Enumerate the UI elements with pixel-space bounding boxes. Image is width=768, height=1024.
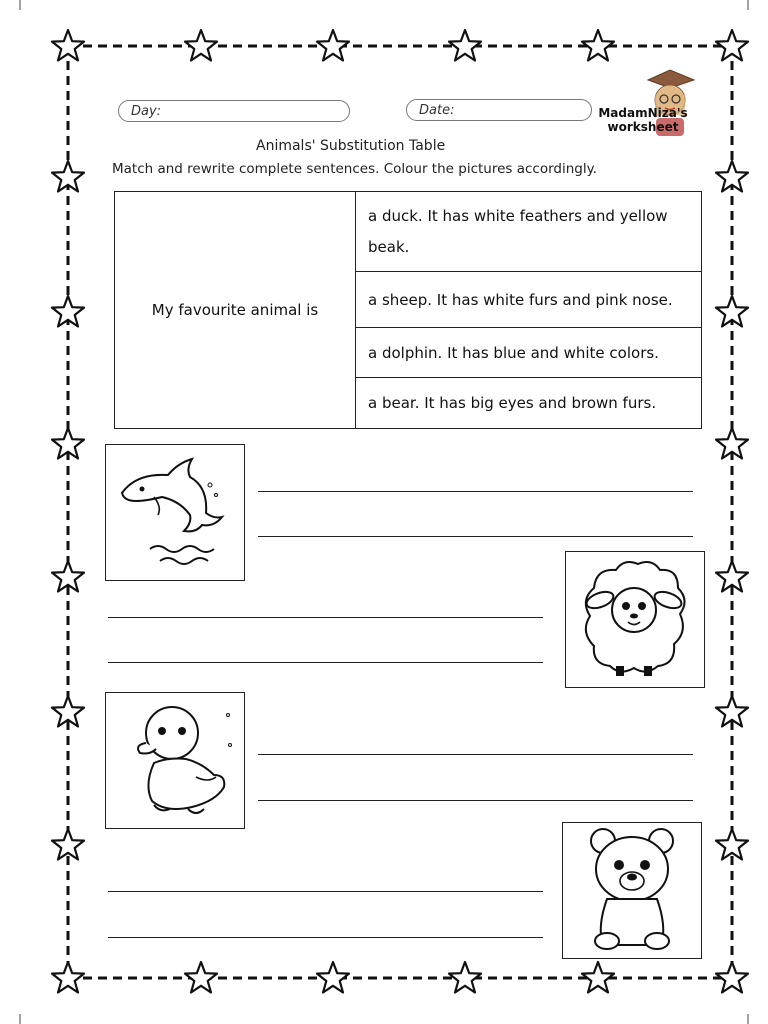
option-sheep: a sheep. It has white furs and pink nose. xyxy=(368,290,673,309)
date-label: Date: xyxy=(419,103,455,118)
writing-line[interactable] xyxy=(108,891,543,892)
table-option xyxy=(356,378,702,429)
writing-line[interactable] xyxy=(258,800,693,801)
substitution-table xyxy=(114,191,702,429)
table-option xyxy=(356,192,702,272)
table-subject-cell xyxy=(115,192,356,429)
duck-icon xyxy=(106,693,243,827)
page-title: Animals' Substitution Table xyxy=(256,138,446,154)
writing-line[interactable] xyxy=(258,491,693,492)
writing-line[interactable] xyxy=(108,617,543,618)
writing-line[interactable] xyxy=(258,536,693,537)
date-field[interactable] xyxy=(406,99,592,121)
table-option xyxy=(356,328,702,378)
sheep-picture xyxy=(565,551,705,688)
dolphin-picture xyxy=(105,444,245,581)
writing-line[interactable] xyxy=(258,754,693,755)
logo-line-2: worksheet xyxy=(607,120,679,134)
logo-text xyxy=(588,106,698,134)
dolphin-icon xyxy=(106,445,243,579)
option-duck: a duck. It has white feathers and yellow beak. xyxy=(368,206,668,256)
day-field[interactable] xyxy=(118,100,350,122)
logo-line-1: MadamNiza's xyxy=(598,106,688,120)
writing-line[interactable] xyxy=(108,662,543,663)
writing-line[interactable] xyxy=(108,937,543,938)
option-dolphin: a dolphin. It has blue and white colors. xyxy=(368,343,659,362)
table-subject: My favourite animal is xyxy=(151,301,319,319)
bear-icon xyxy=(563,823,700,957)
day-label: Day: xyxy=(131,104,162,119)
instructions: Match and rewrite complete sentences. Colour the pictures accordingly. xyxy=(112,161,597,177)
duck-picture xyxy=(105,692,245,829)
sheep-icon xyxy=(566,552,703,686)
bear-picture xyxy=(562,822,702,959)
table-option xyxy=(356,272,702,328)
option-bear: a bear. It has big eyes and brown furs. xyxy=(368,394,657,412)
